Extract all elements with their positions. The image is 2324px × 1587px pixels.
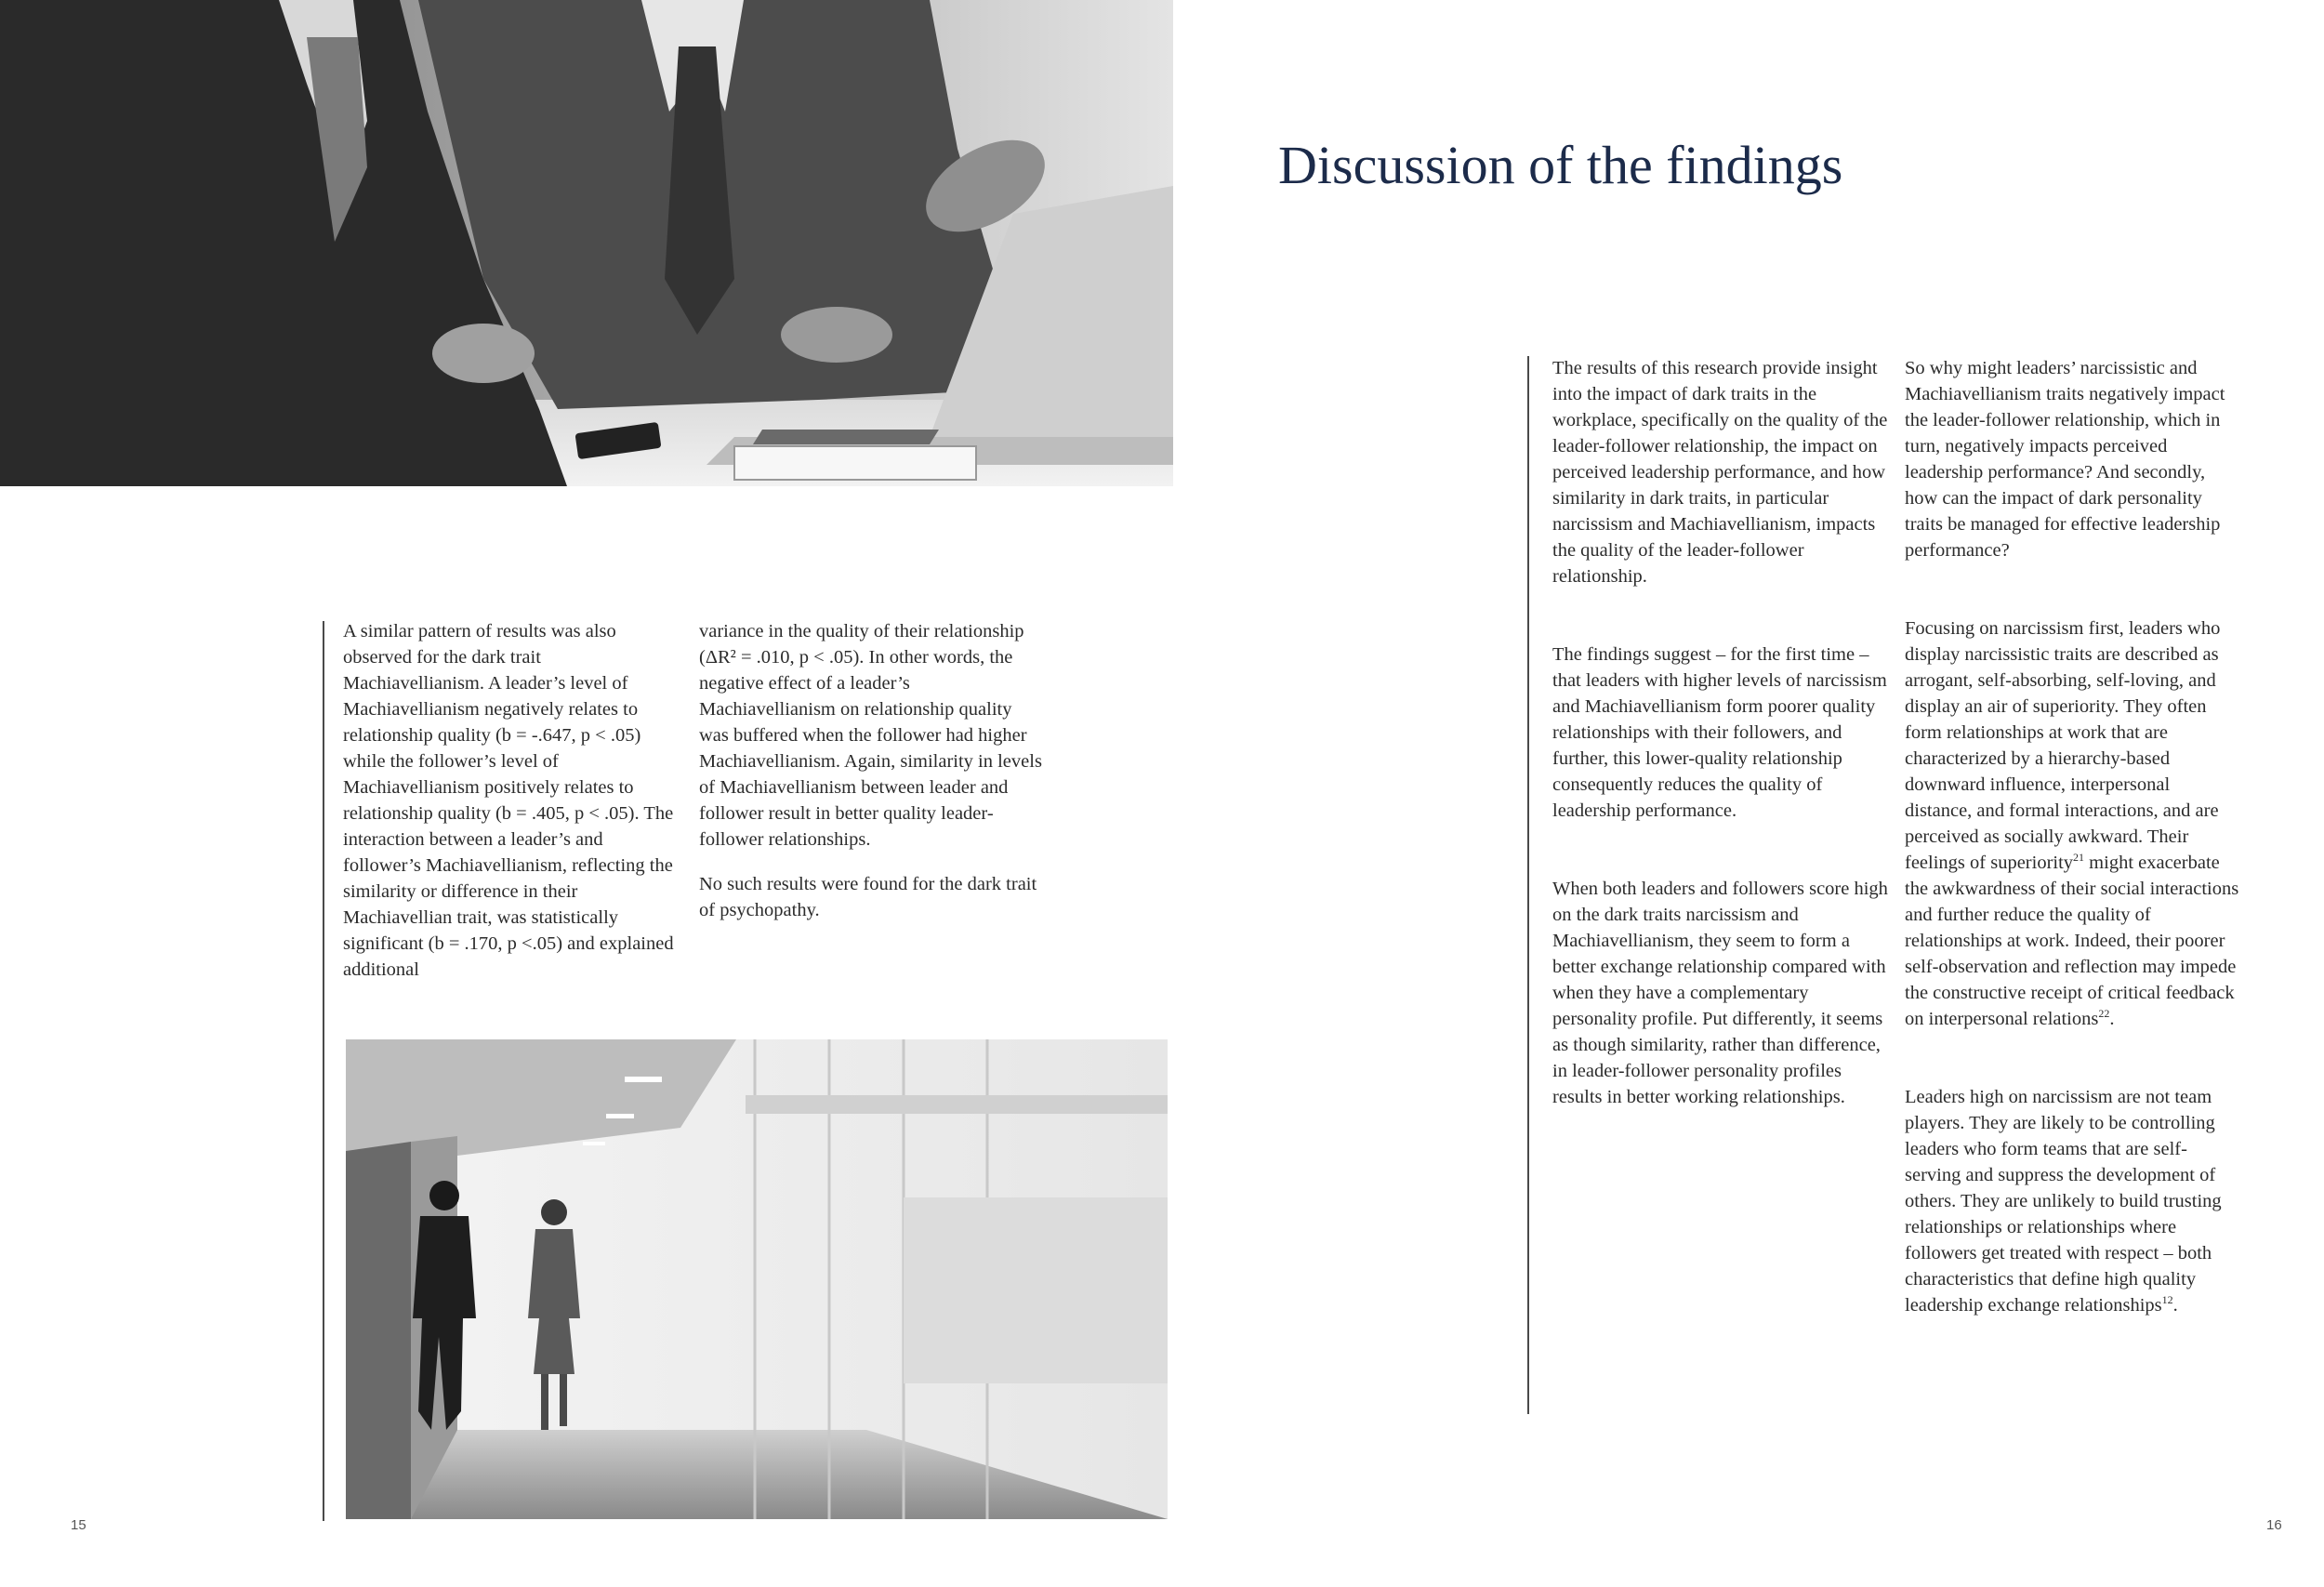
page-number-right: 16	[2266, 1517, 2282, 1533]
research-insight-paragraph: The results of this research provide insight into the impact of dark traits in the workplace, specifically on the quality of the leader-follower relationship, the impact on perceived leadership performance, and how similarity in dark traits, in particular narcissism and Machiavellianism, impacts the quality of the leader-follower relationship.	[1552, 358, 1888, 587]
page-number-left: 15	[71, 1517, 86, 1533]
business-meeting-photo	[0, 0, 1173, 486]
right-page-column-1	[1552, 355, 1889, 1110]
why-question-paragraph: So why might leaders’ narcissistic and Machiavellianism traits negatively impact the leader-follower relationship, which in turn, negatively impacts perceived leadership performance? And secondly, how can the impact of dark personality traits be managed for effective leadership performance?	[1905, 358, 2225, 561]
variance-paragraph: variance in the quality of their relationship (ΔR² = .010, p < .05). In other words, the negative effect of a leader’s Machiavellianism on relationship quality was buffered when the follower had higher Machiavellianism. Again, similarity in levels of Machiavellianism between leader and follower result in better quality leader-follower relationships.	[699, 621, 1042, 850]
footnote-ref: 21	[2073, 851, 2085, 865]
similarity-paragraph: When both leaders and followers score high on the dark traits narcissism and Machiavellianism, they seem to form a better exchange relationship compared with when they have a complementary personality profile. Put differently, it seems as though similarity, rather than difference, in leader-follower personality profiles results in better working relationships.	[1552, 879, 1888, 1107]
left-page-column-2	[699, 618, 1043, 923]
right-column-rule	[1527, 356, 1529, 1414]
narcissism-focus-paragraph: Focusing on narcissism first, leaders who display narcissistic traits are described as arrogant, self-absorbing, self-loving, and display an air of superiority. They often form relationships at work that are characterized by a hierarchy-based downward influence, interpersonal distance, and formal interactions, and are perceived as socially awkward. Their feelings of superiority$^{21}$ might exacerbate the awkwardness of their social interactions and further reduce the quality of relationships at work. Indeed, their poorer self-observation and reflection may impede the constructive receipt of critical feedback on interpersonal relations$^{22}$.	[1905, 618, 2239, 1029]
machiavellianism-results-paragraph: A similar pattern of results was also observed for the dark trait Machiavellianism. A leader’s level of Machiavellianism negatively relates to relationship quality (b = -.647, p < .05) while the follower’s level of Machiavellianism positively relates to relationship quality (b = .405, p < .05). The interaction between a leader’s and follower’s Machiavellianism, reflecting the similarity or difference in their Machiavellian trait, was statistically significant (b = .170, p <.05) and explained additional	[343, 621, 674, 980]
findings-suggest-paragraph: The findings suggest – for the first time – that leaders with higher levels of narcissism and Machiavellianism form poorer quality relationships with their followers, and further, this lower-quality relationship consequently reduces the quality of leadership performance.	[1552, 644, 1887, 821]
footnote-ref: 22	[2098, 1007, 2110, 1021]
page-title: Discussion of the findings	[1278, 135, 1843, 195]
psychopathy-paragraph: No such results were found for the dark trait of psychopathy.	[699, 874, 1037, 920]
footnote-ref: 12	[2161, 1293, 2173, 1307]
right-page-column-2	[1905, 355, 2241, 1318]
left-column-rule	[323, 621, 324, 1521]
office-corridor-photo	[346, 1039, 1168, 1519]
left-page-column-1	[343, 618, 678, 983]
team-players-paragraph: Leaders high on narcissism are not team players. They are likely to be controlling leaders who form teams that are self-serving and suppress the development of others. They are unlikely to build trusting relationships or relationships where followers get treated with respect – both characteristics that define high quality leadership exchange relationships$^{12}$.	[1905, 1087, 2222, 1316]
